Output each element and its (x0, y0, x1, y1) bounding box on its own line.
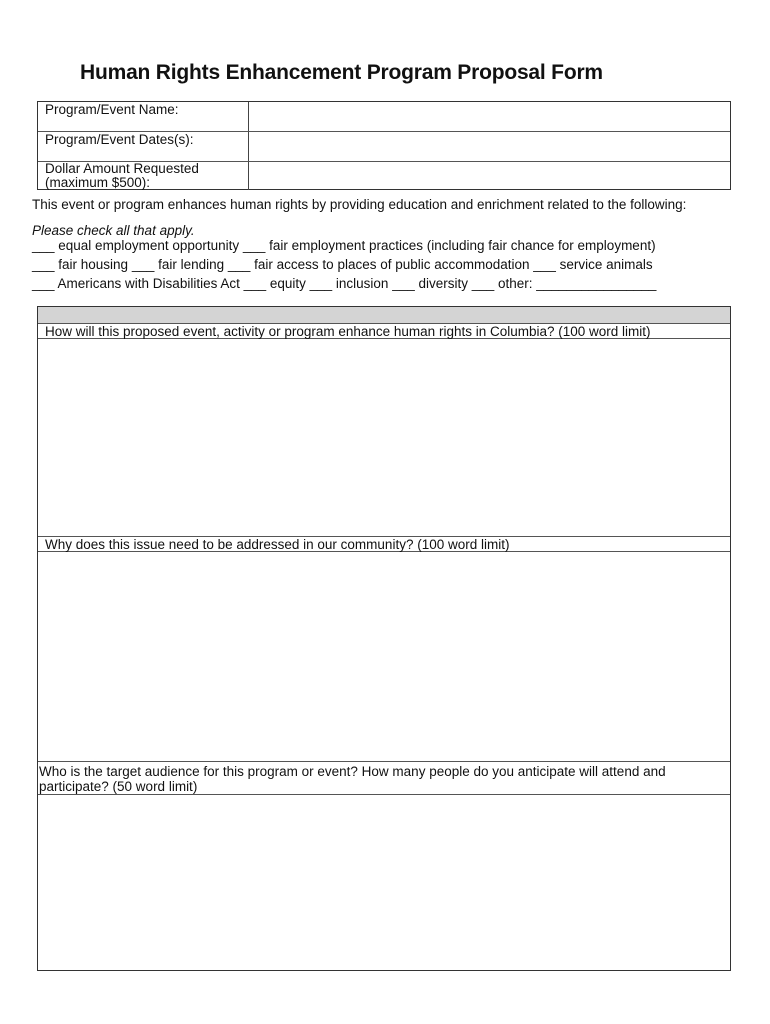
program-name-field[interactable] (250, 102, 730, 131)
question-3-label-line1: Who is the target audience for this program or event? How many people do you anticipate will attend and (39, 764, 666, 779)
intro-statement: This event or program enhances human rights by providing education and enrichment related to the following: (32, 197, 687, 212)
question-3-label-line2: participate? (50 word limit) (39, 779, 198, 794)
dollar-amount-label-line2: (maximum $500): (45, 175, 151, 190)
question-3-answer[interactable] (38, 796, 730, 970)
questions-box (37, 306, 731, 971)
form-title: Human Rights Enhancement Program Proposal Form (80, 61, 603, 84)
checklist-line-3[interactable]: ___ Americans with Disabilities Act ___ equity ___ inclusion ___ diversity ___ other: ________________ (32, 276, 657, 291)
program-name-row (38, 102, 730, 131)
question-1-answer[interactable] (38, 340, 730, 536)
checklist-line-1[interactable]: ___ equal employment opportunity ___ fair employment practices (including fair chance for employment) (32, 238, 656, 253)
question-3-label (38, 762, 730, 795)
questions-header-bar (38, 307, 730, 324)
question-2-label: Why does this issue need to be addressed in our community? (100 word limit) (38, 537, 730, 552)
checklist-line-2[interactable]: ___ fair housing ___ fair lending ___ fair access to places of public accommodation ___ service animals (32, 257, 653, 272)
dollar-amount-label-line1: Dollar Amount Requested (45, 161, 199, 176)
program-info-table (37, 101, 731, 190)
check-instruction: Please check all that apply. (32, 223, 195, 238)
question-1-label: How will this proposed event, activity or program enhance human rights in Columbia? (100 word limit) (38, 324, 730, 339)
program-dates-label: Program/Event Dates(s): (38, 132, 249, 162)
program-dates-row (38, 131, 730, 162)
dollar-amount-row (38, 161, 730, 190)
program-dates-field[interactable] (250, 132, 730, 162)
question-2-answer[interactable] (38, 553, 730, 761)
program-name-label: Program/Event Name: (38, 102, 249, 131)
dollar-amount-label (38, 162, 249, 190)
dollar-amount-field[interactable] (250, 162, 730, 190)
